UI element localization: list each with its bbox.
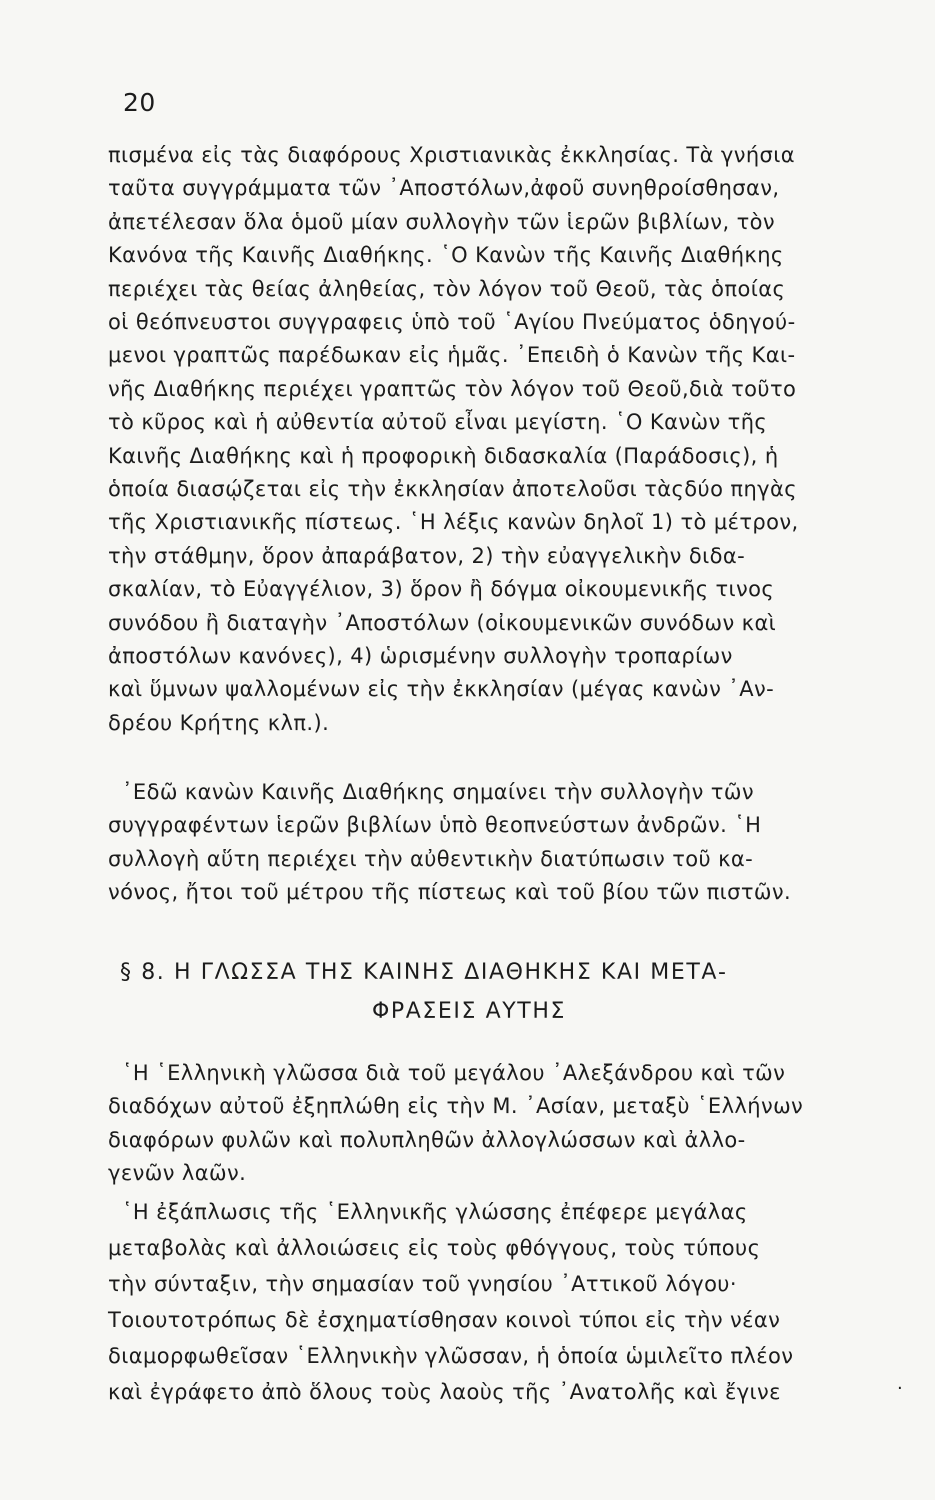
text-line: ῾Η ῾Ελληνικὴ γλῶσσα διὰ τοῦ μεγάλου ᾿Αλεξάνδρου καὶ τῶν [122, 1061, 786, 1085]
text-line: περιέχει τὰς θείας ἀληθείας, τὸν λόγον τοῦ Θεοῦ, τὰς ὁποίας [108, 276, 786, 301]
text-line: δρέου Κρήτης κλπ.). [108, 710, 330, 735]
text-line: τὴν σύνταξιν, τὴν σημασίαν τοῦ γνησίου ᾿Αττικοῦ λόγου· [108, 1272, 737, 1296]
section-heading-line-1: § 8. Η ΓΛΩΣΣΑ ΤΗΣ ΚΑΙΝΗΣ ΔΙΑΘΗΚΗΣ ΚΑΙ ΜΕΤΑ- [120, 960, 728, 985]
text-line: Καινῆς Διαθήκης καὶ ἡ προφορικὴ διδασκαλία (Παράδοσις), ἡ [108, 443, 779, 468]
text-line: καὶ ὕμνων ψαλλομένων εἰς τὴν ἐκκλησίαν (μέγας κανὼν ᾿Αν- [108, 677, 775, 702]
text-line: τὴν στάθμην, ὅρον ἀπαράβατον, 2) τὴν εὐαγγελικὴν διδα- [108, 543, 746, 568]
text-line: καὶ ἐγράφετο ἀπὸ ὅλους τοὺς λαοὺς τῆς ᾿Ανατολῆς καὶ ἔγινε [108, 1380, 781, 1404]
text-line: πισμένα εἰς τὰς διαφόρους Χριστιανικὰς ἐκκλησίας. Τὰ γνήσια [108, 143, 796, 167]
text-line: διαμορφωθεῖσαν ῾Ελληνικὴν γλῶσσαν, ἡ ὁποία ὡμιλεῖτο πλέον [108, 1344, 794, 1368]
text-line: μενοι γραπτῶς παρέδωκαν εἰς ἡμᾶς. ᾿Επειδὴ ὁ Κανὼν τῆς Και- [108, 343, 796, 368]
text-line: ῾Η ἐξάπλωσις τῆς ῾Ελληνικῆς γλώσσης ἐπέφερε μεγάλας [122, 1200, 748, 1224]
text-line: τῆς Χριστιανικῆς πίστεως. ῾Η λέξις κανὼν δηλοῖ 1) τὸ μέτρον, [108, 510, 799, 535]
text-line: νῆς Διαθήκης περιέχει γραπτῶς τὸν λόγον τοῦ Θεοῦ,διὰ τοῦτο [108, 376, 797, 401]
text-line: συνόδου ἢ διαταγὴν ᾿Αποστόλων (οἰκουμενικῶν συνόδων καὶ [108, 610, 777, 635]
page-number: 20 [123, 88, 156, 117]
text-line: τὸ κῦρος καὶ ἡ αὐθεντία αὐτοῦ εἶναι μεγίστη. ῾Ο Κανὼν τῆς [108, 410, 768, 435]
text-line: μεταβολὰς καὶ ἀλλοιώσεις εἰς τοὺς φθόγγους, τοὺς τύπους [108, 1236, 761, 1260]
text-line: Κανόνα τῆς Καινῆς Διαθήκης. ῾Ο Κανὼν τῆς Καινῆς Διαθήκης [108, 243, 784, 268]
section-heading-line-2: ΦΡΑΣΕΙΣ ΑΥΤΗΣ [372, 999, 566, 1024]
text-line: διαδόχων αὐτοῦ ἐξηπλώθη εἰς τὴν Μ. ᾿Ασίαν, μεταξὺ ῾Ελλήνων [108, 1094, 804, 1119]
text-line: συλλογὴ αὕτη περιέχει τὴν αὐθεντικὴν διατύπωσιν τοῦ κα- [108, 846, 754, 871]
text-line: ἀποστόλων κανόνες), 4) ὡρισμένην συλλογὴν τροπαρίων [108, 644, 733, 668]
text-line: ὁποία διασῴζεται εἰς τὴν ἐκκλησίαν ἀποτελοῦσι τὰςδύο πηγὰς [108, 477, 797, 501]
text-line: νόνος, ἤτοι τοῦ μέτρου τῆς πίστεως καὶ τοῦ βίου τῶν πιστῶν. [108, 880, 792, 905]
text-line: οἱ θεόπνευστοι συγγραφεις ὑπὸ τοῦ ῾Αγίου Πνεύματος ὁδηγού- [108, 310, 796, 334]
text-line: ταῦτα συγγράμματα τῶν ᾿Αποστόλων,ἀφοῦ συνηθροίσθησαν, [108, 176, 780, 201]
text-line: Τοιουτοτρόπως δὲ ἐσχηματίσθησαν κοινοὶ τύποι εἰς τὴν νέαν [108, 1308, 781, 1332]
text-line: ἀπετέλεσαν ὅλα ὁμοῦ μίαν συλλογὴν τῶν ἱερῶν βιβλίων, τὸν [108, 209, 776, 234]
margin-mark: · [897, 1378, 903, 1399]
text-line: συγγραφέντων ἱερῶν βιβλίων ὑπὸ θεοπνεύστων ἀνδρῶν. ῾Η [108, 813, 762, 838]
text-line: ᾿Εδῶ κανὼν Καινῆς Διαθήκης σημαίνει τὴν συλλογὴν τῶν [122, 780, 754, 804]
text-line: διαφόρων φυλῶν καὶ πολυπληθῶν ἀλλογλώσσων καὶ ἀλλο- [108, 1127, 746, 1152]
text-line: γενῶν λαῶν. [108, 1161, 247, 1186]
text-line: σκαλίαν, τὸ Εὐαγγέλιον, 3) ὅρον ἢ δόγμα οἰκουμενικῆς τινος [108, 577, 775, 602]
